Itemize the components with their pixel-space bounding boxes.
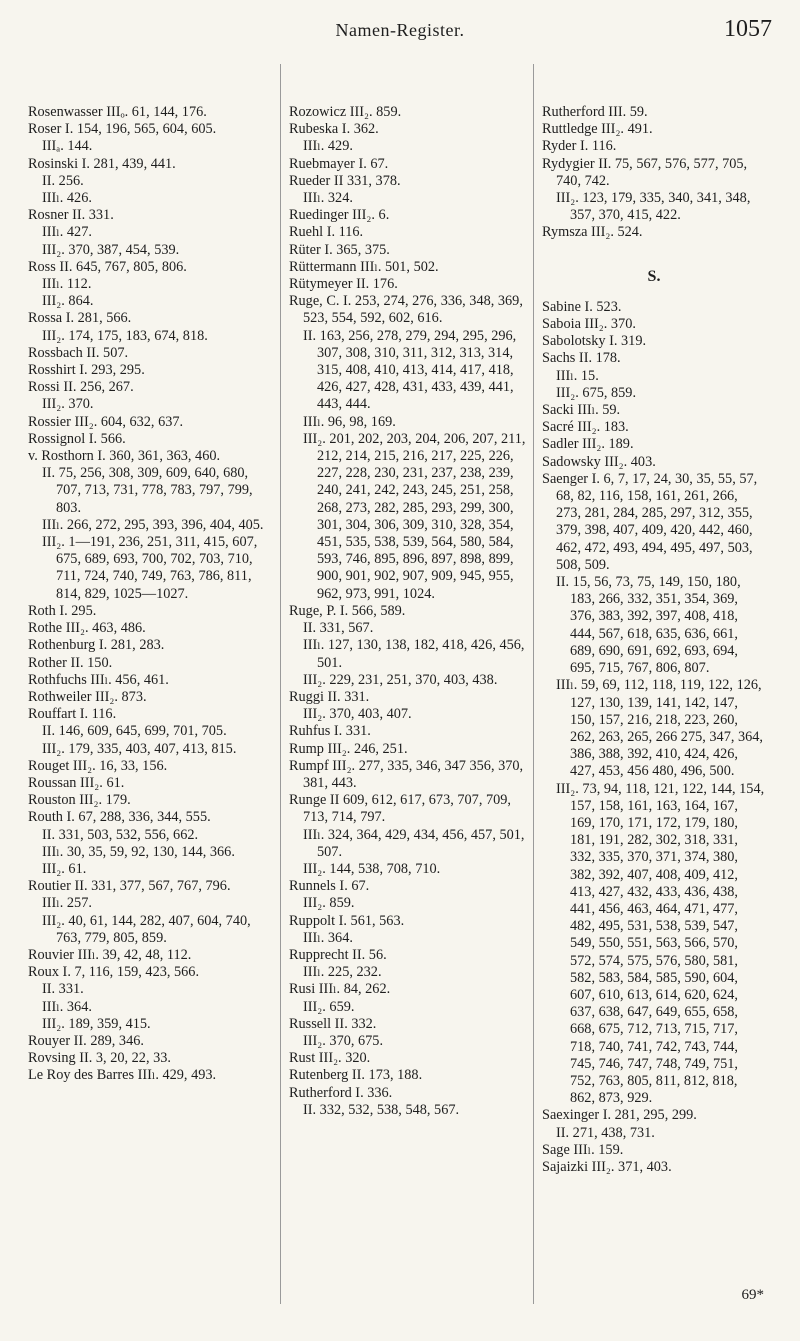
index-subentry: IIIₗ. 257. (42, 895, 92, 912)
index-subentry: III₂. 189, 359, 415. (42, 1015, 151, 1032)
index-subentry: III₂. 859. (303, 895, 355, 912)
index-subentry: IIIₗ. 324. (303, 190, 353, 207)
index-entry: Ruehl I. 116. (289, 224, 364, 241)
index-subentry: IIIₗ. 127, 130, 138, 182, 418, 426, 456, 501. (303, 637, 525, 671)
index-entry: Rosshirt I. 293, 295. (28, 362, 145, 379)
index-subentry: III₂. 370, 387, 454, 539. (42, 241, 180, 258)
index-entry: Sabolotsky I. 319. (542, 333, 647, 350)
index-subentry: II. 331, 503, 532, 556, 662. (42, 826, 199, 843)
index-entry: Rouvier IIIₗ. 39, 42, 48, 112. (28, 946, 192, 963)
index-subentry: IIIₗ. 266, 272, 295, 393, 396, 404, 405. (42, 516, 264, 533)
index-entry: Russell II. 332. (289, 1015, 377, 1032)
index-entry: Roux I. 7, 116, 159, 423, 566. (28, 964, 200, 981)
index-subentry: II. 332, 532, 538, 548, 567. (303, 1101, 460, 1118)
index-entry: Ryder I. 116. (542, 138, 617, 155)
index-subentry: III₂. 229, 231, 251, 370, 403, 438. (303, 671, 498, 688)
index-entry: Sage IIIₗ. 159. (542, 1141, 624, 1158)
index-entry: Rossignol I. 566. (28, 430, 126, 447)
index-entry: Rüttermann IIIₗ. 501, 502. (289, 258, 439, 275)
sheet-signature: 69* (741, 1287, 764, 1303)
index-entry: Routier II. 331, 377, 567, 767, 796. (28, 878, 231, 895)
index-entry: Rovsing II. 3, 20, 22, 33. (28, 1050, 171, 1067)
index-subentry: IIIₗ. 324, 364, 429, 434, 456, 457, 501, 507. (303, 826, 525, 860)
index-subentry: IIIₗ. 112. (42, 276, 92, 293)
index-entry: Ruebmayer I. 67. (289, 155, 389, 172)
running-title: Namen-Register. (335, 20, 465, 40)
index-subentry: III₂. 123, 179, 335, 340, 341, 348, 357, 370, 415, 422. (556, 190, 751, 224)
index-columns (28, 64, 772, 1304)
index-entry: Rutherford III. 59. (542, 104, 648, 120)
page-number: 1057 (724, 16, 772, 42)
page-header (28, 14, 772, 64)
index-entry: Sabine I. 523. (542, 298, 622, 315)
index-entry: Sacré III₂. 183. (542, 419, 629, 436)
index-entry: Rothe III₂. 463, 486. (28, 620, 146, 637)
index-subentry: III₂. 370, 403, 407. (303, 706, 412, 723)
index-subentry: III₂. 370, 675. (303, 1032, 384, 1049)
index-entry: Ruge, C. I. 253, 274, 276, 336, 348, 369, 523, 554, 592, 602, 616. (289, 293, 523, 327)
index-entry: Rothfuchs IIIₗ. 456, 461. (28, 671, 169, 688)
index-subentry: IIIₗ. 96, 98, 169. (303, 413, 396, 430)
index-subentry: IIIₗ. 364. (303, 929, 353, 946)
index-subentry: II. 331. (42, 981, 84, 998)
index-subentry: IIIₗ. 426. (42, 190, 92, 207)
index-entry: Roser I. 154, 196, 565, 604, 605. (28, 121, 217, 138)
index-subentry: IIIₗ. 429. (303, 138, 353, 155)
index-entry: Sadowsky III₂. 403. (542, 453, 656, 470)
index-subentry: III₂. 864. (42, 293, 94, 310)
index-entry: Ross II. 645, 767, 805, 806. (28, 258, 187, 275)
index-subentry: IIIₗ. 225, 232. (303, 964, 382, 981)
index-entry: Rother II. 150. (28, 654, 113, 671)
index-entry: Rosenwasser IIIₒ. 61, 144, 176. (28, 104, 207, 120)
index-subentry: III₂. 201, 202, 203, 204, 206, 207, 211, 212, 214, 215, 216, 217, 225, 226, 227, 228, 230, 231, 237, 238, 239, 240, 241, 242, 243, 245, 251, 258, 268, 273, 282, 285, 293, 299, 300, 301, 304, 306, 309, 310, 328, 354, 451, 535, 538, 539, 564, 580, 584, 593, 746, 895, 896, 897, 898, 899, 900, 901, 902, 907, 909, 945, 955, 962, 973, 991, 1024. (303, 430, 526, 602)
index-entry: Rymsza III₂. 524. (542, 224, 643, 241)
index-entry: Ruedinger III₂. 6. (289, 207, 390, 224)
index-entry: Le Roy des Barres IIIₗ. 429, 493. (28, 1067, 217, 1084)
index-subentry: III₂. 370. (42, 396, 94, 413)
index-entry: Ruppolt I. 561, 563. (289, 912, 405, 929)
index-entry: Rutherford I. 336. (289, 1084, 393, 1101)
index-entry: Rouyer II. 289, 346. (28, 1032, 144, 1049)
index-entry: Rupprecht II. 56. (289, 946, 387, 963)
index-subentry: IIIₗ. 364. (42, 998, 92, 1015)
index-entry: Routh I. 67, 288, 336, 344, 555. (28, 809, 211, 826)
index-entry: Rouget III₂. 16, 33, 156. (28, 757, 168, 774)
index-subentry: IIIₗ. 427. (42, 224, 92, 241)
index-entry: Rosinski I. 281, 439, 441. (28, 155, 176, 172)
index-entry: Rozowicz III₂. 859. (289, 104, 402, 120)
index-subentry: III₂. 144, 538, 708, 710. (303, 860, 441, 877)
index-entry: Sadler III₂. 189. (542, 436, 634, 453)
index-subentry: IIIₗ. 59, 69, 112, 118, 119, 122, 126, 127, 130, 139, 141, 142, 147, 150, 157, 216, 218, 223, 260, 262, 263, 265, 266 275, 347, 364, 386, 388, 392, 410, 424, 426, 427, 453, 456 480, 496, 500. (556, 677, 764, 780)
index-column-3 (533, 64, 772, 1304)
index-entry: Ruggi II. 331. (289, 688, 370, 705)
index-column-1 (28, 64, 280, 1304)
index-subentry: IIIₐ. 144. (42, 138, 93, 155)
index-entry: Rusi IIIₗ. 84, 262. (289, 981, 391, 998)
index-entry: Rust III₂. 320. (289, 1050, 371, 1067)
index-subentry: IIIₗ. 30, 35, 59, 92, 130, 144, 366. (42, 843, 235, 860)
index-entry: Rouffart I. 116. (28, 706, 117, 723)
index-subentry: II. 271, 438, 731. (556, 1124, 655, 1141)
index-entry: Roth I. 295. (28, 602, 97, 619)
index-entry: Rouston III₂. 179. (28, 792, 131, 809)
index-entry: Rütymeyer II. 176. (289, 276, 398, 293)
index-subentry: II. 256. (42, 172, 84, 189)
index-entry: Rothweiler III₂. 873. (28, 688, 147, 705)
index-entry: Rump III₂. 246, 251. (289, 740, 408, 757)
index-subentry: III₂. 40, 61, 144, 282, 407, 604, 740, 763, 779, 805, 859. (42, 912, 251, 946)
index-entry: Roussan III₂. 61. (28, 774, 125, 791)
index-entry: Ruge, P. I. 566, 589. (289, 602, 406, 619)
index-entry: Rutenberg II. 173, 188. (289, 1067, 423, 1084)
index-entry: Saboia III₂. 370. (542, 316, 636, 333)
index-entry: Rubeska I. 362. (289, 121, 379, 138)
index-subentry: IIIₗ. 15. (556, 367, 599, 384)
index-entry: Rueder II 331, 378. (289, 172, 401, 189)
index-subentry: III₂. 1—191, 236, 251, 311, 415, 607, 675, 689, 693, 700, 702, 703, 710, 711, 724, 740, 749, 763, 786, 811, 814, 829, 1025—1027. (42, 534, 258, 602)
index-subentry: II. 163, 256, 278, 279, 294, 295, 296, 307, 308, 310, 311, 312, 313, 314, 315, 408, 410, 413, 414, 417, 418, 426, 427, 428, 431, 433, 439, 441, 443, 444. (303, 327, 517, 413)
index-subentry: II. 331, 567. (303, 620, 374, 637)
index-entry: Saexinger I. 281, 295, 299. (542, 1107, 697, 1124)
index-entry: Rydygier II. 75, 567, 576, 577, 705, 740, 742. (542, 155, 748, 189)
index-entry: Runge II 609, 612, 617, 673, 707, 709, 713, 714, 797. (289, 792, 511, 826)
index-subentry: III₂. 659. (303, 998, 355, 1015)
index-subentry: II. 15, 56, 73, 75, 149, 150, 180, 183, 266, 332, 351, 354, 369, 376, 383, 392, 397, 408, 418, 444, 567, 618, 635, 636, 661, 689, 690, 691, 692, 693, 694, 695, 715, 767, 806, 807. (556, 574, 741, 677)
index-entry: Sachs II. 178. (542, 350, 621, 367)
index-subentry: II. 75, 256, 308, 309, 609, 640, 680, 707, 713, 731, 778, 783, 797, 799, 803. (42, 465, 253, 516)
index-entry: Sajaizki III₂. 371, 403. (542, 1158, 672, 1175)
index-subentry: III₂. 675, 859. (556, 384, 637, 401)
index-subentry: III₂. 174, 175, 183, 674, 818. (42, 327, 208, 344)
index-entry: Rosner II. 331. (28, 207, 114, 224)
index-entry: v. Rosthorn I. 360, 361, 363, 460. (28, 448, 221, 465)
index-entry: Rossi II. 256, 267. (28, 379, 134, 396)
index-column-2 (280, 64, 533, 1304)
index-entry: Sacki IIIₗ. 59. (542, 402, 621, 419)
index-entry: Rothenburg I. 281, 283. (28, 637, 165, 654)
index-subentry: III₂. 179, 335, 403, 407, 413, 815. (42, 740, 237, 757)
index-entry: Rossbach II. 507. (28, 344, 129, 361)
index-subentry: II. 146, 609, 645, 699, 701, 705. (42, 723, 227, 740)
index-entry: Rossier III₂. 604, 632, 637. (28, 413, 184, 430)
index-entry: Ruhfus I. 331. (289, 723, 371, 740)
index-entry: Rüter I. 365, 375. (289, 241, 390, 258)
index-entry: Saenger I. 6, 7, 17, 24, 30, 35, 55, 57, 68, 82, 116, 158, 161, 261, 266, 273, 281, 284, 285, 297, 312, 355, 379, 398, 407, 409, 420, 442, 460, 462, 472, 493, 494, 495, 497, 503, 508, 509. (542, 470, 758, 573)
section-letter: S. (647, 267, 661, 285)
index-entry: Runnels I. 67. (289, 878, 370, 895)
index-subentry: III₂. 73, 94, 118, 121, 122, 144, 154, 157, 158, 161, 163, 164, 167, 169, 170, 171, 172, 179, 180, 181, 191, 282, 302, 318, 331, 332, 335, 370, 371, 374, 380, 382, 392, 407, 408, 409, 412, 413, 427, 432, 433, 436, 438, 441, 456, 463, 464, 471, 477, 482, 495, 531, 538, 539, 547, 549, 550, 551, 563, 566, 570, 572, 574, 575, 576, 580, 581, 582, 583, 584, 585, 590, 604, 607, 610, 613, 614, 620, 624, 637, 638, 647, 649, 655, 658, 668, 675, 712, 713, 715, 717, 718, 740, 741, 742, 743, 744, 745, 746, 747, 748, 749, 751, 752, 763, 805, 811, 812, 818, 862, 873, 929. (556, 780, 765, 1107)
index-entry: Rumpf III₂. 277, 335, 346, 347 356, 370, 381, 443. (289, 757, 524, 791)
index-entry: Rossa I. 281, 566. (28, 310, 132, 327)
index-entry: Ruttledge III₂. 491. (542, 121, 653, 138)
index-subentry: III₂. 61. (42, 860, 87, 877)
